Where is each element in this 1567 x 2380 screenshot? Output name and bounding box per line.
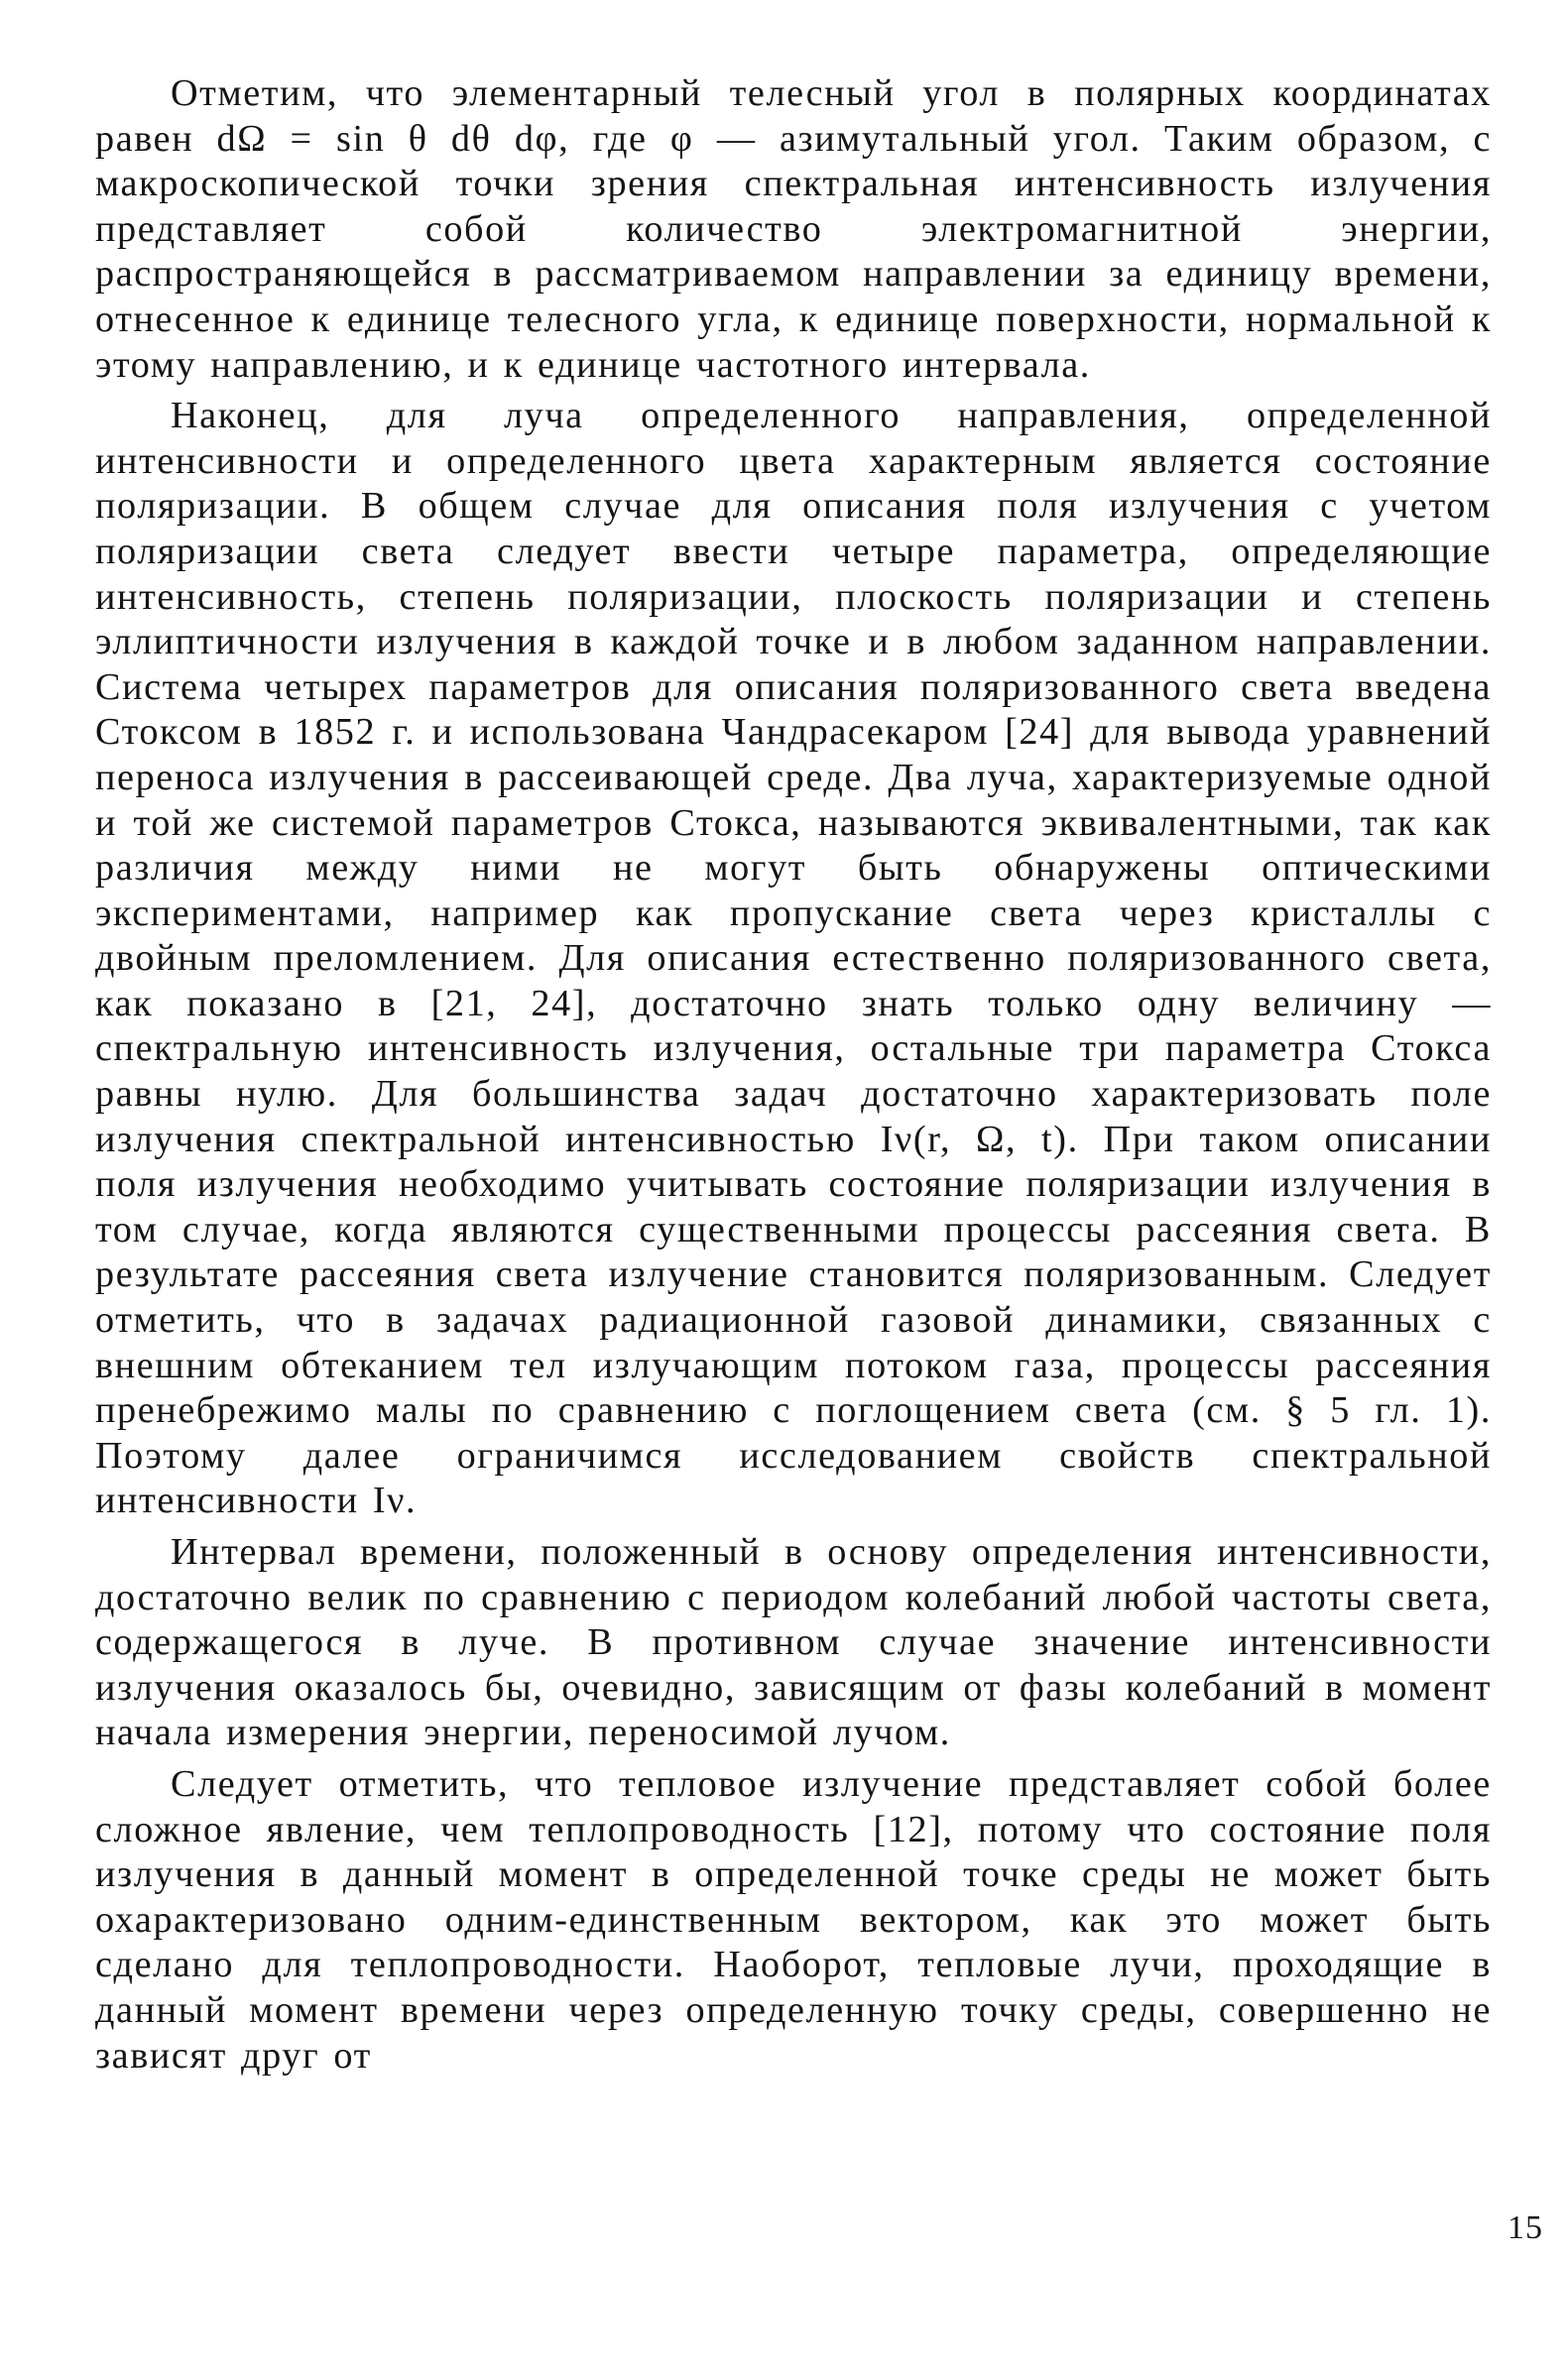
paragraph-polarization: Наконец, для луча определенного направления, определенной интенсивности и определенного цвета характерным является состояние поляризации. В общем случае для описания поля излучения с учетом поляризации света следует ввести четыре параметра, определяющие интенсивность, степень поляризации, плоскость поляризации и степень эллиптичности излучения в каждой точке и в любом заданном направлении. Система четырех параметров для описания поляризованного света введена Стоксом в 1852 г. и использована Чандрасекаром [24] для вывода уравнений переноса излучения в рассеивающей среде. Два луча, характеризуемые одной и той же системой параметров Стокса, называются эквивалентными, так как различия между ними не могут быть обнаружены оптическими экспериментами, например как пропускание света через кристаллы с двойным преломлением. Для описания естественно поляризованного света, как показано в [21, 24], достаточно знать только одну величину — спектральную интенсивность излучения, остальные три параметра Стокса равны нулю. Для большинства задач достаточно характеризовать поле излучения спектральной интенсивностью Iν(r, Ω, t). При таком описании поля излучения необходимо учитывать состояние поляризации излучения в том случае, когда являются существенными процессы рассеяния света. В результате рассеяния света излучение становится поляризованным. Следует отметить, что в задачах радиационной газовой динамики, связанных с внешним обтеканием тел излучающим потоком газа, процессы рассеяния пренебрежимо малы по сравнению с поглощением света (см. § 5 гл. 1). Поэтому далее ограничимся исследованием свойств спектральной интенсивности Iν.: [95, 395, 1492, 1522]
paragraph-time-interval: Интервал времени, положенный в основу определения интенсивности, достаточно велик по сравнению с периодом колебаний любой частоты света, содержащегося в луче. В противном случае значение интенсивности излучения оказалось бы, очевидно, зависящим от фазы колебаний в момент начала измерения энергии, переносимой лучом.: [95, 1531, 1492, 1754]
paragraph-thermal-radiation: Следует отметить, что тепловое излучение представляет собой более сложное явление, чем теплопроводность [12], потому что состояние поля излучения в данный момент в определенной точке среды не может быть охарактеризовано одним-единственным вектором, как это может быть сделано для теплопроводности. Наоборот, тепловые лучи, проходящие в данный момент времени через определенную точку среды, совершенно не зависят друг от: [95, 1762, 1492, 2077]
page-number: 15: [1507, 2209, 1543, 2246]
book-page: [95, 71, 1492, 2352]
paragraph-solid-angle: Отметим, что элементарный телесный угол в полярных координатах равен dΩ = sin θ dθ dφ, где φ — азимутальный угол. Таким образом, с макроскопической точки зрения спектральная интенсивность излучения представляет собой количество электромагнитной энергии, распространяющейся в рассматриваемом направлении за единицу времени, отнесенное к единице телесного угла, к единице поверхности, нормальной к этому направлению, и к единице частотного интервала.: [95, 72, 1492, 386]
